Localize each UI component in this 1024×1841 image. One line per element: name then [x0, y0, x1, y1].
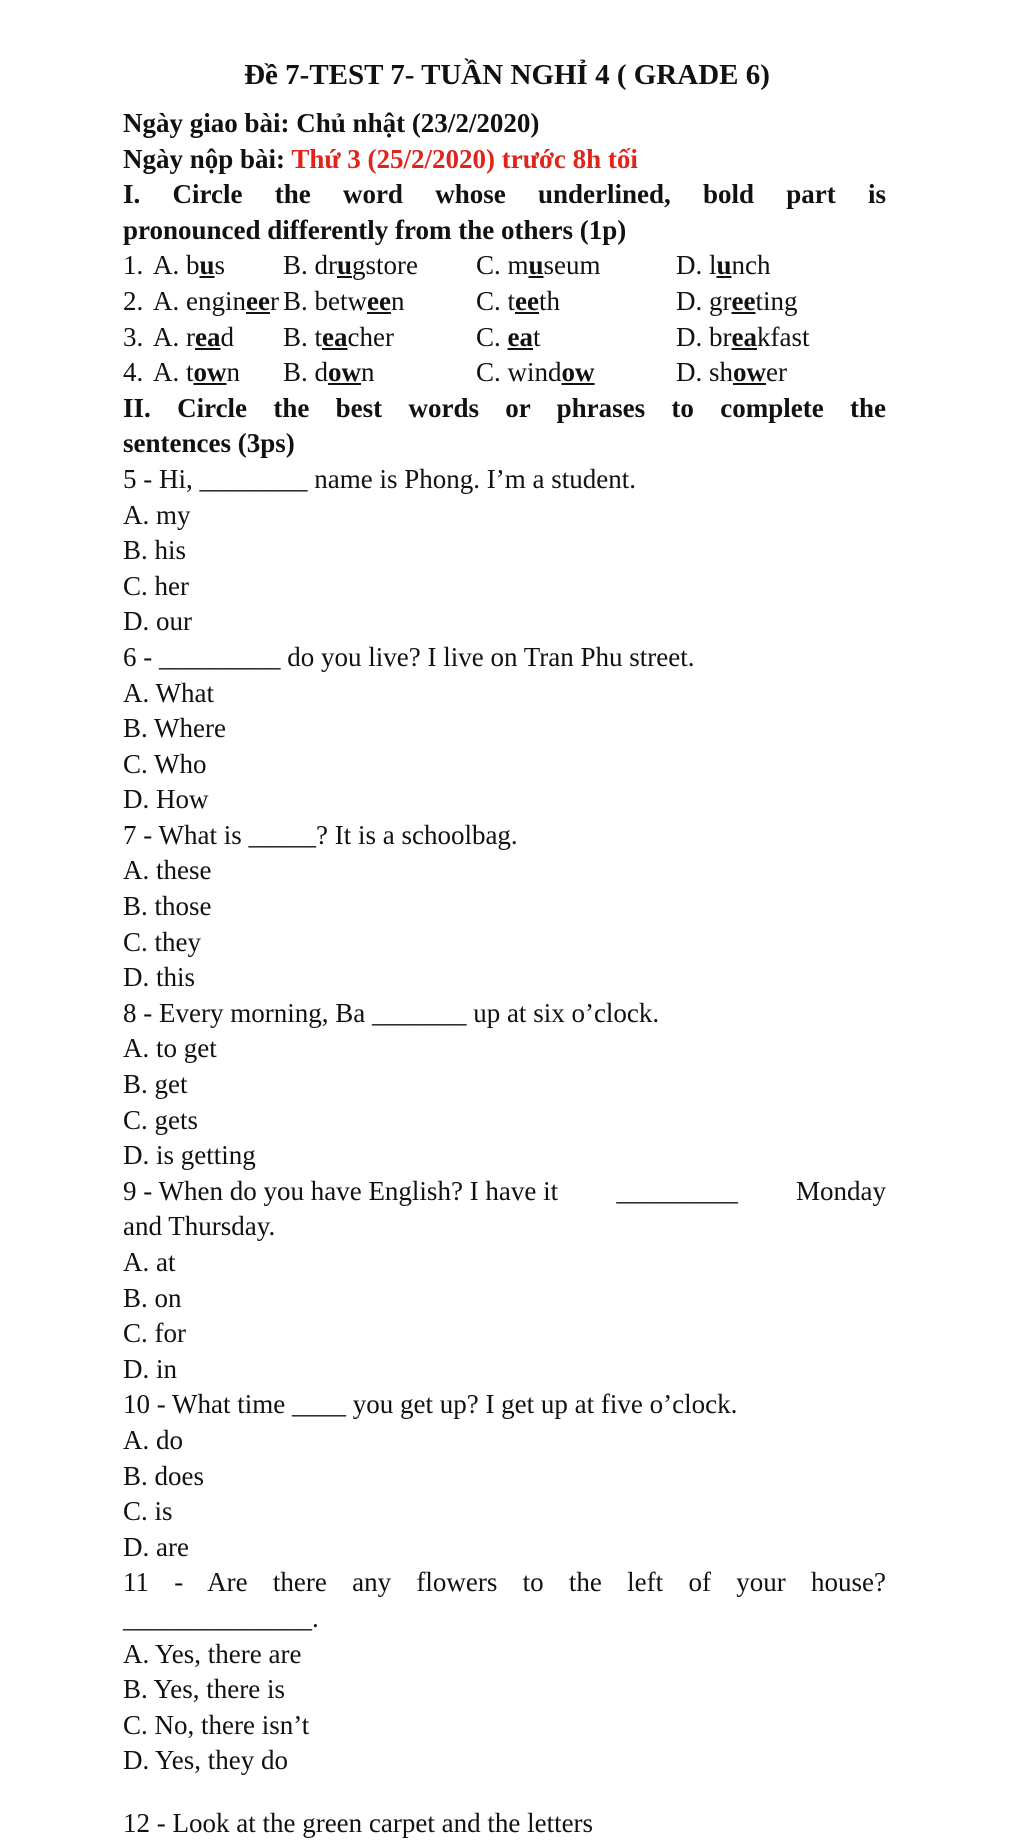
- answer-option[interactable]: B. Yes, there is: [123, 1674, 286, 1705]
- answer-option[interactable]: [676, 355, 876, 391]
- option-text: d: [220, 321, 234, 352]
- question-text: 5 - Hi,: [123, 463, 200, 494]
- pronunciation-question-2: [123, 284, 886, 320]
- answer-option[interactable]: [676, 248, 876, 284]
- due-date-value: Thứ 3 (25/2/2020) trước 8h tối: [291, 143, 638, 174]
- option-text: t: [533, 321, 541, 352]
- option-text: n: [226, 357, 240, 388]
- question-text: 9 - When do you have English? I have it: [123, 1175, 559, 1206]
- option-text: gstore: [352, 250, 419, 281]
- answer-option[interactable]: A. Yes, there are: [123, 1638, 302, 1669]
- question-8: [123, 996, 886, 1032]
- question-text: 10 - What time: [123, 1389, 292, 1420]
- option-text: r: [269, 285, 279, 316]
- options-q7: [123, 853, 886, 995]
- answer-blank[interactable]: ____: [291, 1389, 346, 1420]
- section2-heading-line2: sentences (3ps): [123, 428, 295, 459]
- option-text: A. engin: [153, 285, 246, 316]
- option-text: n: [390, 285, 405, 316]
- underlined-part: ee: [731, 285, 756, 316]
- answer-option[interactable]: B. get: [123, 1069, 188, 1100]
- question-12-partial: 12 - Look at the green carpet and the letters: [123, 1808, 594, 1838]
- option-text: ting: [755, 285, 798, 316]
- answer-option[interactable]: [153, 320, 283, 356]
- option-text: C.: [476, 321, 508, 352]
- option-text: nch: [731, 250, 771, 281]
- answer-option[interactable]: [476, 248, 676, 284]
- answer-blank[interactable]: _________: [616, 1175, 738, 1206]
- option-text: th: [538, 285, 560, 316]
- option-text: B. d: [283, 357, 329, 388]
- section2-heading-line1: II. Circle the best words or phrases to complete the: [123, 392, 886, 423]
- worksheet-page: [123, 58, 886, 1779]
- question-9-continued: and Thursday.: [123, 1211, 276, 1242]
- section1-questions: [123, 248, 886, 390]
- assign-date-line: [123, 106, 886, 142]
- section1-heading-line2: pronounced differently from the others (1p): [123, 214, 627, 245]
- underlined-part: u: [528, 250, 544, 281]
- question-text: 6 -: [123, 641, 159, 672]
- options-q9: [123, 1245, 886, 1387]
- option-text: kfast: [756, 321, 810, 352]
- option-text: C. t: [476, 285, 516, 316]
- answer-option[interactable]: B. those: [123, 891, 212, 922]
- question-number: 1.: [123, 250, 144, 281]
- option-text: D. l: [676, 250, 717, 281]
- answer-option[interactable]: A. to get: [123, 1033, 217, 1064]
- underlined-part: ow: [328, 357, 362, 388]
- underlined-part: u: [337, 250, 353, 281]
- option-text: B. betw: [283, 285, 367, 316]
- answer-option[interactable]: [283, 320, 476, 356]
- underlined-part: ow: [193, 357, 227, 388]
- assign-date-label: Ngày giao bài:: [123, 108, 290, 138]
- option-text: n: [361, 357, 375, 388]
- answer-option[interactable]: C. they: [123, 926, 201, 957]
- question-text: Monday: [795, 1175, 886, 1206]
- assign-date-value: Chủ nhật (23/2/2020): [296, 108, 540, 138]
- page-title: Đề 7-TEST 7- TUẦN NGHỈ 4 ( GRADE 6): [244, 59, 770, 91]
- answer-blank[interactable]: _________: [159, 641, 281, 672]
- answer-option[interactable]: D. How: [123, 784, 209, 815]
- answer-option[interactable]: D. this: [123, 962, 196, 993]
- underlined-part: ow: [733, 357, 767, 388]
- option-text: A. b: [153, 250, 200, 281]
- pronunciation-question-1: [123, 248, 886, 284]
- question-6: [123, 640, 886, 676]
- section1-heading-line1: I. Circle the word whose underlined, bold part is: [123, 179, 886, 210]
- answer-option[interactable]: C. her: [123, 570, 189, 601]
- option-text: C. m: [476, 250, 529, 281]
- answer-option[interactable]: B. Where: [123, 713, 226, 744]
- answer-option[interactable]: A. do: [123, 1424, 183, 1455]
- question-text: 7 - What is: [123, 819, 249, 850]
- due-date-label: Ngày nộp bài:: [123, 143, 286, 174]
- underlined-part: ee: [245, 285, 270, 316]
- underlined-part: ea: [322, 321, 348, 352]
- answer-blank[interactable]: _____: [248, 819, 316, 850]
- option-text: B. dr: [283, 250, 337, 281]
- question-number: 2.: [123, 285, 144, 316]
- option-text: A. t: [153, 357, 194, 388]
- question-11: 11 - Are there any flowers to the left of your house?: [123, 1567, 886, 1598]
- question-text: 8 - Every morning, Ba: [123, 997, 372, 1028]
- option-text: D. sh: [676, 357, 734, 388]
- option-text: seum: [543, 250, 601, 281]
- answer-option[interactable]: A. my: [123, 499, 191, 530]
- underlined-part: ee: [515, 285, 539, 316]
- question-text: up at six o’clock.: [466, 997, 660, 1028]
- question-number: 4.: [123, 357, 144, 388]
- question-7: [123, 818, 886, 854]
- underlined-part: u: [716, 250, 732, 281]
- underlined-part: u: [199, 250, 215, 281]
- answer-option[interactable]: [476, 355, 676, 391]
- option-text: s: [214, 250, 226, 281]
- answer-option[interactable]: [153, 284, 283, 320]
- options-q6: [123, 676, 886, 818]
- options-q11: [123, 1637, 886, 1779]
- option-text: er: [766, 357, 787, 388]
- underlined-part: ea: [507, 321, 533, 352]
- answer-option[interactable]: B. does: [123, 1460, 204, 1491]
- answer-option[interactable]: [476, 320, 676, 356]
- answer-option[interactable]: A. What: [123, 677, 214, 708]
- question-10: [123, 1387, 886, 1423]
- option-text: cher: [347, 321, 394, 352]
- options-q8: [123, 1031, 886, 1173]
- question-9: [123, 1174, 886, 1210]
- answer-blank[interactable]: ________: [199, 463, 308, 494]
- underlined-part: ea: [195, 321, 221, 352]
- question-text: ? It is a schoolbag.: [315, 819, 518, 850]
- pronunciation-question-4: [123, 355, 886, 391]
- answer-option[interactable]: A. these: [123, 855, 212, 886]
- option-text: C. wind: [476, 357, 562, 388]
- answer-option[interactable]: [676, 320, 876, 356]
- option-text: D. gr: [676, 285, 732, 316]
- answer-option[interactable]: C. for: [123, 1318, 186, 1349]
- due-date-line: [123, 142, 886, 178]
- answer-option[interactable]: C. Who: [123, 748, 207, 779]
- options-q5: [123, 498, 886, 640]
- question-text: name is Phong. I’m a student.: [307, 463, 636, 494]
- option-text: A. r: [153, 321, 195, 352]
- answer-option[interactable]: D. is getting: [123, 1140, 256, 1171]
- question-number: 3.: [123, 321, 144, 352]
- question-text: you get up? I get up at five o’clock.: [345, 1389, 738, 1420]
- answer-blank[interactable]: _______: [371, 997, 467, 1028]
- answer-option[interactable]: [283, 248, 476, 284]
- answer-option[interactable]: C. is: [123, 1496, 173, 1527]
- options-q10: [123, 1423, 886, 1565]
- answer-option[interactable]: [153, 355, 283, 391]
- question-5: [123, 462, 886, 498]
- option-text: D. br: [676, 321, 732, 352]
- underlined-part: ea: [731, 321, 757, 352]
- underlined-part: ow: [561, 357, 595, 388]
- answer-option[interactable]: A. at: [123, 1247, 176, 1277]
- answer-option[interactable]: D. are: [123, 1531, 189, 1562]
- question-text: do you live? I live on Tran Phu street.: [280, 641, 695, 672]
- underlined-part: ee: [367, 285, 391, 316]
- answer-option[interactable]: B. on: [123, 1282, 182, 1313]
- option-text: B. t: [283, 321, 323, 352]
- answer-option[interactable]: [153, 248, 283, 284]
- answer-option[interactable]: C. No, there isn’t: [123, 1709, 310, 1740]
- answer-option[interactable]: D. in: [123, 1353, 177, 1384]
- pronunciation-question-3: [123, 320, 886, 356]
- answer-blank[interactable]: ______________.: [123, 1602, 319, 1633]
- answer-option[interactable]: [283, 284, 476, 320]
- answer-option[interactable]: B. his: [123, 535, 187, 566]
- answer-option[interactable]: C. gets: [123, 1104, 199, 1135]
- answer-option[interactable]: D. our: [123, 606, 192, 637]
- answer-option[interactable]: [476, 284, 676, 320]
- answer-option[interactable]: D. Yes, they do: [123, 1745, 289, 1776]
- answer-option[interactable]: [676, 284, 876, 320]
- answer-option[interactable]: [283, 355, 476, 391]
